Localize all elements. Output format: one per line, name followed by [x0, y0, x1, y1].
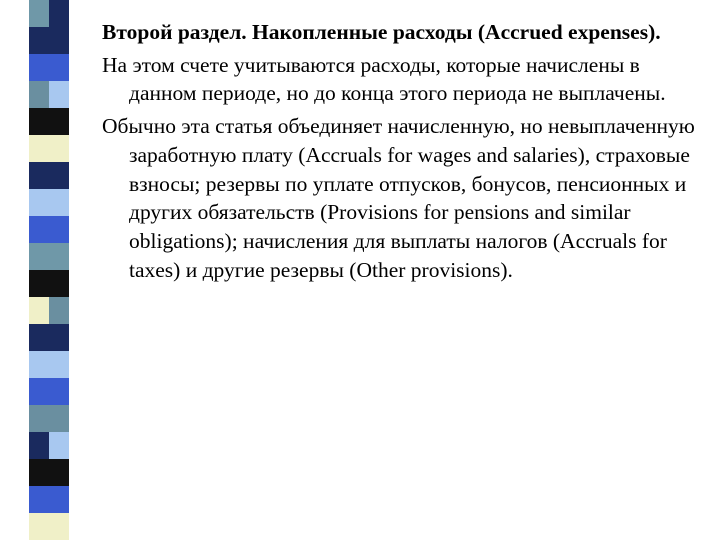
mosaic-tile	[29, 459, 69, 486]
mosaic-tile	[49, 81, 69, 108]
mosaic-tile	[29, 108, 69, 135]
heading-paragraph	[102, 18, 702, 47]
mosaic-tile	[29, 27, 69, 54]
mosaic-tile	[29, 486, 69, 513]
paragraph-2-text: Обычно эта статья объединяет начисленную, но невыплаченную заработную плату (Accruals for wages and salaries), страховые взносы; резервы по уплате отпусков, бонусов, пенсионных и других обязательств (Provisions for pensions and similar obligations); начисления для выплаты налогов (Accruals for taxes) и другие резервы (Other provisions).	[102, 114, 695, 282]
mosaic-tile	[29, 432, 49, 459]
decorative-mosaic-strip	[29, 0, 69, 540]
slide-content	[102, 18, 702, 288]
mosaic-tile	[29, 324, 69, 351]
mosaic-tile	[29, 81, 49, 108]
mosaic-tile	[29, 0, 49, 27]
mosaic-tile	[29, 189, 69, 216]
mosaic-tile	[29, 270, 69, 297]
mosaic-tile	[49, 0, 69, 27]
paragraph-1	[102, 51, 702, 108]
mosaic-tile	[29, 378, 69, 405]
paragraph-1-text: На этом счете учитываются расходы, которые начислены в данном периоде, но до конца этого периода не выплачены.	[102, 52, 666, 106]
mosaic-tile	[29, 405, 69, 432]
mosaic-tile	[49, 432, 69, 459]
mosaic-tile	[29, 243, 69, 270]
mosaic-tile	[29, 513, 69, 540]
mosaic-tile	[49, 297, 69, 324]
mosaic-tile	[29, 351, 69, 378]
paragraph-2	[102, 112, 702, 284]
mosaic-tile	[29, 297, 49, 324]
mosaic-tile	[29, 162, 69, 189]
mosaic-tile	[29, 216, 69, 243]
mosaic-tile	[29, 54, 69, 81]
section-heading: Второй раздел. Накопленные расходы (Accrued expenses).	[102, 20, 661, 44]
mosaic-tile	[29, 135, 69, 162]
